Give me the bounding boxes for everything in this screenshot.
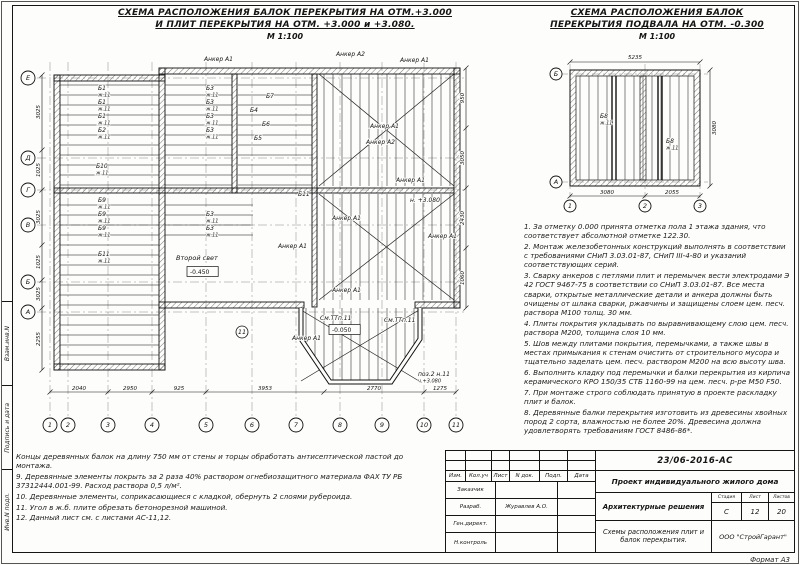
tb-stage-headers bbox=[712, 493, 794, 503]
strip-label: Подпись и дата bbox=[3, 402, 11, 453]
note-item: 5. Шов между плитами покрытия, перемычками, а также швы в местах примыкания к стенам очистить от строительного мусора и тщательно заделать цем. песч. раствором М200 на всю высоту шва. bbox=[524, 338, 786, 367]
tb-header-ndok: N док. bbox=[510, 471, 540, 481]
plan-label: См.ТТп.11 bbox=[320, 315, 352, 322]
plan-label: Анкер А1 bbox=[400, 57, 429, 64]
plan-label: 2055 bbox=[665, 190, 679, 196]
axis-label: 3 bbox=[697, 202, 703, 211]
plan-label: Б10 bbox=[96, 163, 108, 170]
strip-label: Инв.N подл. bbox=[3, 492, 11, 531]
axis-label: Д bbox=[25, 154, 31, 163]
tb-name bbox=[496, 482, 558, 498]
right-scheme-scale: М 1:100 bbox=[638, 32, 676, 41]
plan-label: Б2 bbox=[98, 127, 106, 134]
plan-label: ж.11 bbox=[206, 232, 219, 239]
plan-label: Б3 bbox=[206, 127, 214, 134]
plan-label: Анкер А1 bbox=[396, 177, 425, 184]
plan-label: Анкер А2 bbox=[336, 51, 365, 58]
tb-cell bbox=[558, 482, 595, 498]
tb-cell bbox=[466, 461, 492, 470]
plan-label: Б9 bbox=[98, 211, 106, 218]
plan-label: Б3 bbox=[206, 85, 214, 92]
plan-label: Б6 bbox=[262, 121, 270, 128]
plan-label: 2950 bbox=[123, 386, 137, 392]
tb-band4 bbox=[596, 521, 794, 552]
note-item: 8. Деревянные балки перекрытия изготовить из древесины хвойных пород 2 сорта, влажностью не более 20%. Древесина должна удовлетворять требованиям ГОСТ 8486-86*. bbox=[524, 407, 788, 436]
tb-cell bbox=[568, 461, 595, 470]
axis-label: Е bbox=[25, 74, 31, 83]
tb-cell bbox=[466, 451, 492, 460]
note-item: 9. Деревянные элементы покрыть за 2 раза 40% раствором огнебиозащитного материала ФАХ ТУ РБ 37312444.001-99. Расход раствора 0,5 л/м². bbox=[16, 471, 403, 491]
note-item: 11. Угол в ж.б. плите обрезать бетонорезной машиной. bbox=[16, 502, 228, 512]
right-scheme-title-line2: ПЕРЕКРЫТИЯ ПОДВАЛА НА ОТМ. -0.300 bbox=[550, 20, 764, 30]
strip-cell-podpis bbox=[2, 385, 12, 469]
tb-header-row bbox=[446, 471, 595, 482]
tb-band3 bbox=[596, 493, 794, 521]
axis-label: Б bbox=[25, 278, 31, 287]
left-margin-strip bbox=[2, 5, 12, 553]
plan-label: 3050 bbox=[460, 151, 466, 165]
axis-label: В bbox=[25, 221, 31, 230]
tb-name bbox=[496, 533, 558, 552]
tb-name: Журавлев А.О. bbox=[496, 499, 558, 515]
note-item: 4. Плиты покрытия укладывать по выравнивающему слою цем. песч. раствора М200, толщина слоя 10 мм. bbox=[524, 318, 789, 337]
axis-label: 2 bbox=[642, 202, 648, 211]
axis-label: А bbox=[25, 308, 31, 317]
plan-label: Анкер А1 bbox=[332, 215, 361, 222]
plan-label: Б9 bbox=[98, 225, 106, 232]
plan-label: Б8 bbox=[600, 113, 608, 120]
axis-label: 7 bbox=[293, 421, 299, 430]
plan-label: Б1 bbox=[98, 113, 106, 120]
note-item: Концы деревянных балок на длину 750 мм от стены и торцы обработать антисептической пастой до монтажа. bbox=[16, 452, 404, 471]
general-notes bbox=[524, 222, 790, 437]
tb-cell bbox=[568, 451, 595, 460]
plan-label: Б3 bbox=[206, 113, 214, 120]
plan-label: 2255 bbox=[36, 332, 42, 346]
document-number: 23/06-2016-АС bbox=[596, 451, 794, 471]
plan-label: Б3 bbox=[206, 99, 214, 106]
plan-label: н. +3.080 bbox=[410, 197, 440, 204]
axis-label: 3 bbox=[105, 421, 111, 430]
axis-label: 8 bbox=[337, 421, 343, 430]
plan-label: См.ТТп.11 bbox=[384, 317, 416, 324]
tb-name bbox=[496, 516, 558, 532]
tb-header-list: Лист bbox=[492, 471, 510, 481]
plan-label: 3953 bbox=[258, 386, 272, 392]
plan-label: Б4 bbox=[250, 107, 258, 114]
sheet-title: Схемы расположения плит и балок перекрытия. bbox=[596, 521, 712, 552]
tb-role: Ген.директ. bbox=[446, 516, 496, 532]
tb-cell bbox=[558, 516, 595, 532]
plan-label: Б11 bbox=[298, 191, 310, 198]
plan-label: Анкер А1 bbox=[278, 243, 307, 250]
axis-label: Б bbox=[553, 70, 559, 79]
slab-hatch bbox=[301, 74, 454, 382]
project-name: Проект индивидуального жилого дома bbox=[596, 471, 794, 493]
plan-label: ж.11 bbox=[98, 218, 111, 225]
axis-label: 11 bbox=[451, 421, 461, 430]
axis-label: 6 bbox=[249, 421, 255, 430]
plan-label: ж.11 bbox=[206, 92, 219, 99]
plan-label: -0.450 bbox=[190, 269, 210, 276]
plan-label: ч.+3.080 bbox=[418, 378, 442, 385]
axis-label: 5 bbox=[203, 421, 209, 430]
plan-label: 1060 bbox=[460, 271, 466, 285]
plan-label: 5235 bbox=[628, 55, 642, 61]
plan-label: Второй свет bbox=[176, 254, 218, 262]
tb-role: Разраб. bbox=[446, 499, 496, 515]
plan-label: ж.11 bbox=[98, 92, 111, 99]
plan-label: Б9 bbox=[98, 197, 106, 204]
tb-cell bbox=[492, 451, 510, 460]
tb-sign-row bbox=[446, 499, 595, 516]
plan-label: ж.11 bbox=[98, 232, 111, 239]
tb-cell bbox=[446, 461, 466, 470]
axis-label: 9 bbox=[379, 421, 385, 430]
tb-header-data: Дата bbox=[574, 473, 589, 479]
plan-label: Анкер А1 bbox=[428, 233, 457, 240]
tb-stage-table bbox=[712, 493, 794, 520]
axis-label: 1 bbox=[47, 421, 53, 430]
plan-label: 3025 bbox=[36, 105, 42, 119]
note-item: 7. При монтаже строго соблюдать принятую в проекте раскладку плит и балок. bbox=[524, 387, 777, 406]
plan-label: ж.11 bbox=[666, 145, 679, 152]
plan-label: поз.2 н.11 bbox=[418, 371, 450, 378]
title-block-left bbox=[446, 451, 596, 552]
note-item: 1. За отметку 0.000 принята отметка пола 1 этажа здания, что соответствует абсолютной отметке 122.30. bbox=[524, 222, 766, 241]
main-floor-plan bbox=[14, 40, 519, 452]
left-scheme-title bbox=[105, 8, 465, 41]
company-name: ООО "СтройГарант" bbox=[719, 532, 787, 541]
plan-label: Б1 bbox=[98, 85, 106, 92]
plan-label: 3025 bbox=[36, 287, 42, 301]
axis-label: 10 bbox=[419, 421, 429, 430]
tb-cell bbox=[558, 499, 595, 515]
tb-stage-values bbox=[712, 503, 794, 520]
plan-label: ж.11 bbox=[206, 106, 219, 113]
title-block-right bbox=[596, 451, 794, 552]
note-item: 3. Сварку анкеров с петлями плит и перемычек вести электродами Э 42 ГОСТ 9467-75 в соответствии со СНиП 3.03.01-87. Все места сварки, открытые металлические детали и анкера должны быть очищены от шлака сварки, ржавчины и защищены слоем цем. песч. раствора М100 толщ. 30 мм. bbox=[524, 271, 790, 317]
plan-label: Б5 bbox=[254, 135, 262, 142]
tb-cell bbox=[510, 451, 540, 460]
note-item: 12. Данный лист см. с листами АС-11,12. bbox=[16, 513, 172, 523]
note-item: 2. Монтаж железобетонных конструкций выполнять в соответствии с требованиями СНиП 3.03.01-87, СНиП III-4-80 и указаний соответствующих серий. bbox=[524, 241, 786, 270]
plan-label: 11 bbox=[237, 328, 247, 336]
sheet-label: Лист bbox=[742, 493, 769, 502]
basement-inner-wall bbox=[640, 76, 646, 180]
tb-role: Н.контроль bbox=[446, 533, 496, 552]
left-scheme-title-line2: И ПЛИТ ПЕРЕКРЫТИЯ НА ОТМ. +3.000 и +3.080. bbox=[155, 20, 415, 30]
note-item: 10. Деревянные элементы, соприкасающиеся с кладкой, обернуть 2 слоями рубероида. bbox=[16, 491, 353, 501]
tb-header-koluch: Кол.уч bbox=[466, 471, 492, 481]
plan-label: ж.11 bbox=[96, 170, 109, 177]
plan-label: Б7 bbox=[266, 93, 274, 100]
plan-label: 2770 bbox=[367, 386, 381, 392]
tb-cell bbox=[540, 461, 568, 470]
plan-label: 2040 bbox=[72, 386, 86, 392]
plan-label: ж.11 bbox=[98, 120, 111, 127]
tb-header-izm: Изм. bbox=[446, 471, 466, 481]
tb-header-podp: Подп. bbox=[540, 471, 568, 481]
plan-label: Анкер А2 bbox=[366, 139, 395, 146]
plan-label: ж.11 bbox=[98, 204, 111, 211]
right-scheme-title bbox=[528, 8, 786, 41]
sheet-number: 12 bbox=[742, 503, 769, 520]
plan-label: Анкер А1 bbox=[332, 287, 361, 294]
plan-label: Анкер А1 bbox=[370, 123, 399, 130]
plan-label: ж.11 bbox=[600, 120, 613, 127]
plan-label: 3025 bbox=[36, 210, 42, 224]
plan-label: 1275 bbox=[433, 386, 447, 392]
section-title: Архитектурные решения bbox=[596, 493, 712, 520]
axis-label: 2 bbox=[65, 421, 71, 430]
tb-cell bbox=[510, 461, 540, 470]
basement-slab-hatch bbox=[576, 76, 694, 180]
left-scheme-title-line1: СХЕМА РАСПОЛОЖЕНИЯ БАЛОК ПЕРЕКРЫТИЯ НА ОТМ.+3.000 bbox=[118, 8, 452, 18]
plan-label: 950 bbox=[460, 92, 466, 104]
plan-label: 925 bbox=[173, 386, 185, 392]
strip-cell-inv bbox=[2, 469, 12, 553]
plan-label: Б8 bbox=[666, 138, 674, 145]
plan-label: Б11 bbox=[98, 251, 110, 258]
plan-label: ж.11 bbox=[98, 106, 111, 113]
axis-label: 1 bbox=[567, 202, 573, 211]
plan-label: 3080 bbox=[600, 190, 614, 196]
plan-label: 2430 bbox=[460, 211, 466, 225]
sheets-label: Листов bbox=[773, 495, 790, 500]
note-item: 6. Выполнить кладку под перемычки и балки перекрытия из кирпича керамического КРО 150/35 СТБ 1160-99 на цем. песч. р-ре М50 F50. bbox=[524, 367, 791, 386]
tb-blank-row bbox=[446, 451, 595, 461]
basement-beam-plan bbox=[540, 48, 735, 216]
plan-label: Анкер А1 bbox=[292, 335, 321, 342]
plan-label: Анкер А1 bbox=[204, 56, 233, 63]
plan-label: -0.050 bbox=[332, 327, 352, 334]
stage-label: Стадия bbox=[712, 493, 742, 502]
plan-label: 1025 bbox=[36, 255, 42, 269]
plan-label: 1025 bbox=[36, 163, 42, 177]
format-label: Формат А3 bbox=[750, 556, 790, 564]
plan-label: ж.11 bbox=[98, 134, 111, 141]
tb-cell bbox=[446, 451, 466, 460]
axis-label: Г bbox=[26, 186, 30, 195]
strip-label: Взам.инв.N bbox=[3, 325, 11, 362]
sheets-total: 20 bbox=[777, 507, 786, 516]
tb-cell bbox=[558, 533, 595, 552]
title-block bbox=[445, 450, 795, 553]
axis-label: А bbox=[553, 178, 559, 187]
tb-cell bbox=[540, 451, 568, 460]
stage-value: С bbox=[712, 503, 742, 520]
axis-label: 4 bbox=[149, 421, 155, 430]
tb-blank-row bbox=[446, 461, 595, 471]
wood-beam-notes bbox=[16, 452, 440, 524]
plan-label: Б3 bbox=[206, 211, 214, 218]
right-scheme-title-line1: СХЕМА РАСПОЛОЖЕНИЯ БАЛОК bbox=[570, 8, 744, 18]
plan-label: 3080 bbox=[712, 121, 718, 135]
plan-label: Б1 bbox=[98, 99, 106, 106]
plan-label: ж.11 bbox=[206, 218, 219, 225]
plan-label: ж.11 bbox=[98, 258, 111, 265]
tb-role: Заказчик bbox=[446, 482, 496, 498]
plan-label: Б3 bbox=[206, 225, 214, 232]
plan-label: ж.11 bbox=[206, 120, 219, 127]
left-scheme-scale: М 1:100 bbox=[266, 32, 304, 41]
strip-cell-vzam bbox=[2, 301, 12, 385]
tb-cell bbox=[492, 461, 510, 470]
tb-sign-row bbox=[446, 533, 595, 552]
plan-label: ж.11 bbox=[206, 134, 219, 141]
tb-sign-row bbox=[446, 482, 595, 499]
tb-sign-row bbox=[446, 516, 595, 533]
